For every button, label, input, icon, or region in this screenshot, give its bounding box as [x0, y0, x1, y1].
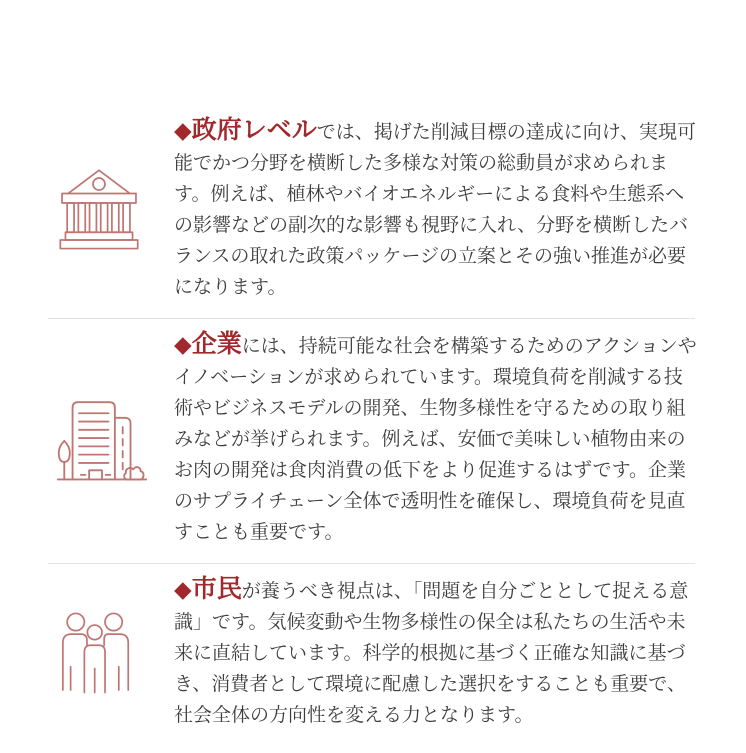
- section-body: では、掲げた削減目標の達成に向け、実現可能でかつ分野を横断した多様な対策の総動員が求められます。例えば、植林やバイオエネルギーによる食料や生態系への影響などの副次的な影響も視野に入れ、分野を横断したバランスの取れた政策パッケージの立案とその強い推進が必要になります。: [174, 122, 696, 298]
- section-divider: [48, 318, 695, 319]
- section-body: には、持続可能な社会を構築するためのアクションやイノベーションが求められています。環境負荷を削減する技術やビジネスモデルの開発、生物多様性を守るための取り組みなどが挙げられます。例えば、安価で美味しい植物由来のお肉の開発は食肉消費の低下をより促進するはずです。企業のサプライチェーン全体で透明性を確保し、環境負荷を見直すことも重要です。: [174, 336, 697, 543]
- section-heading: 政府レベル: [191, 116, 317, 144]
- section-divider: [48, 563, 695, 564]
- diamond-bullet-icon: ◆: [174, 117, 192, 143]
- diamond-bullet-icon: ◆: [174, 331, 192, 357]
- section-heading: 市民: [191, 575, 242, 603]
- diamond-bullet-icon: ◆: [174, 576, 192, 602]
- people-icon: [56, 609, 142, 697]
- text-column: [174, 574, 698, 731]
- section-company: [45, 329, 698, 548]
- icon-column: [45, 609, 174, 697]
- paragraph-company: [174, 329, 698, 548]
- icon-column: [45, 164, 174, 254]
- text-column: [174, 329, 698, 548]
- government-building-icon: [56, 164, 142, 254]
- office-building-icon: [56, 393, 148, 485]
- paragraph-government: [174, 115, 698, 303]
- section-citizen: [45, 574, 698, 731]
- section-government: [45, 115, 698, 303]
- section-body: が養うべき視点は、「問題を自分ごととして捉える意識」です。気候変動や生物多様性の保全は私たちの生活や未来に直結しています。科学的根拠に基づく正確な知識に基づき、消費者として環境に配慮した選択をすることも重要で、社会全体の方向性を変える力となります。: [174, 581, 689, 726]
- paragraph-citizen: [174, 574, 698, 731]
- text-column: [174, 115, 698, 303]
- section-heading: 企業: [191, 330, 242, 358]
- icon-column: [45, 393, 174, 485]
